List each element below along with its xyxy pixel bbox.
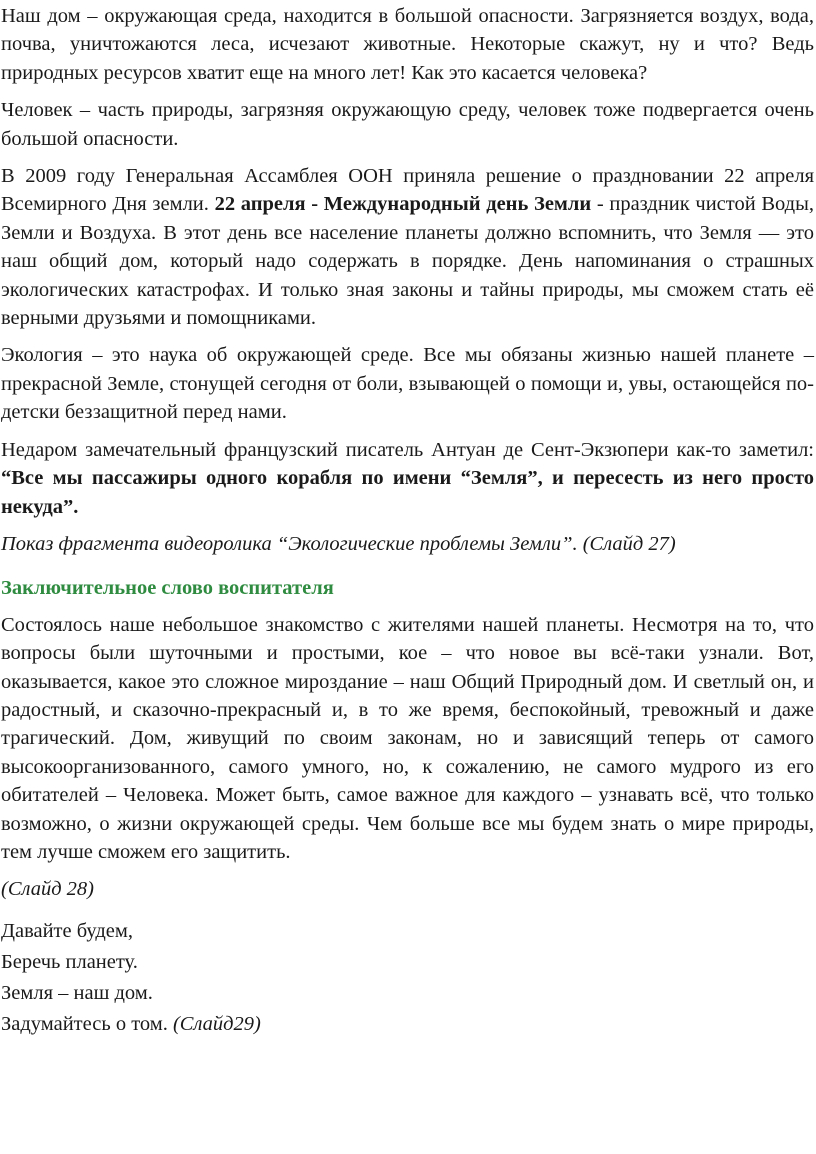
paragraph-ecology: Экология – это наука об окружающей среде. Все мы обязаны жизнью нашей планете – прекрасной Земле, стонущей сегодня от боли, взывающей о помощи и, увы, остающейся по-детски беззащитной перед нами. <box>1 344 814 424</box>
poem-line-1: Давайте будем, <box>1 919 133 942</box>
poem-line-3: Земля – наш дом. <box>1 981 153 1004</box>
poem-line-4-text: Задумайтесь о том. <box>1 1012 173 1035</box>
earth-day-text-end: - праздник чистой Воды, Земли и Воздуха. В этот день все население планеты должно вспомнить, что Земля — это наш общий дом, который надо содержать в порядке. День напоминания о страшных экологических катастрофах. И только зная законы и тайны природы, мы сможем стать её верными друзьями и помощниками. <box>1 193 815 330</box>
slide-28-note: (Слайд 28) <box>1 878 95 901</box>
earth-day-bold: 22 апреля - Международный день Земли <box>214 193 592 216</box>
exupery-quote: “Все мы пассажиры одного корабля по имени “Земля”, и пересесть из него просто некуда”. <box>1 467 814 518</box>
slide-29-note: (Слайд29) <box>172 1012 261 1035</box>
paragraph-intro: Наш дом – окружающая среда, находится в большой опасности. Загрязняется воздух, вода, почва, уничтожаются леса, исчезают животные. Некоторые скажут, ну и что? Ведь природных ресурсов хватит еще на много лет! Как это касается человека? <box>1 5 814 84</box>
paragraph-earth-day <box>1 162 814 332</box>
paragraph-exupery <box>1 436 814 521</box>
section-heading: Заключительное слово воспитателя <box>1 577 334 600</box>
earth-day-text-start: В 2009 году Генеральная Ассамблея ООН приняла решение о праздновании 22 апреля Всемирного Дня земли. <box>1 165 814 216</box>
poem-line-4 <box>1 1009 814 1040</box>
exupery-text-start: Недаром замечательный французский писатель Антуан де Сент-Экзюпери как-то заметил: <box>1 438 814 461</box>
paragraph-conclusion: Состоялось наше небольшое знакомство с жителями нашей планеты. Несмотря на то, что вопросы были шуточными и простыми, кое – что новое вы всё-таки узнали. Вот, оказывается, какое это сложное мироздание – наш Общий Природный дом. И светлый он, и радостный, и сказочно-прекрасный и, в то же время, беспокойный, тревожный и даже трагический. Дом, живущий по своим законам, но и зависящий теперь от самого высокоорганизованного, самого умного, но, к сожалению, не самого мудрого из его обитателей – Человека. Может быть, самое важное для каждого – узнавать всё, что только возможно, о жизни окружающей среды. Чем больше все мы будем знать о мире природы, тем лучше сможем его защитить. <box>1 613 814 863</box>
poem-line-2: Беречь планету. <box>1 950 138 973</box>
paragraph-video-note: Показ фрагмента видеоролика “Экологические проблемы Земли”. (Слайд 27) <box>1 532 676 555</box>
paragraph-human-nature: Человек – часть природы, загрязняя окружающую среду, человек тоже подвергается очень большой опасности. <box>1 99 814 150</box>
